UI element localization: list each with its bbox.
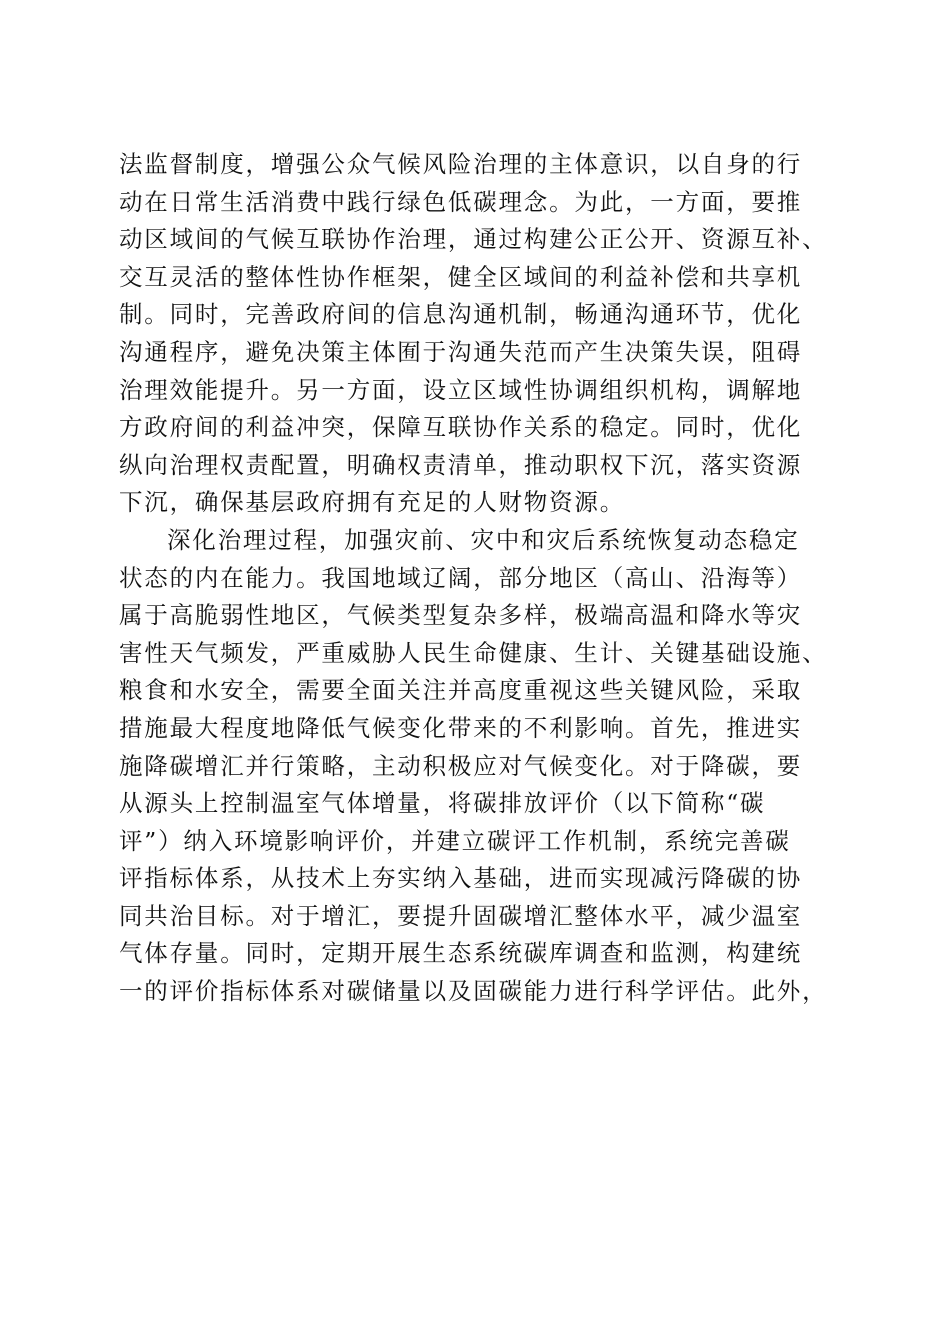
text-line: 纵向治理权责配置，明确权责清单，推动职权下沉，落实资源	[119, 450, 803, 479]
text-line: 从源头上控制温室气体增量，将碳排放评价（以下简称“碳	[119, 789, 766, 818]
text-line: 评”）纳入环境影响评价，并建立碳评工作机制，系统完善碳	[119, 826, 791, 855]
text-line: 评指标体系，从技术上夯实纳入基础，进而实现减污降碳的协	[119, 864, 803, 893]
text-line: 施降碳增汇并行策略，主动积极应对气候变化。对于降碳，要	[119, 751, 803, 780]
text-line: 害性天气频发，严重威胁人民生命健康、生计、关键基础设施、	[119, 638, 828, 667]
text-line: 动在日常生活消费中践行绿色低碳理念。为此，一方面，要推	[119, 187, 803, 216]
text-line: 下沉，确保基层政府拥有充足的人财物资源。	[119, 488, 625, 517]
text-line: 措施最大程度地降低气候变化带来的不利影响。首先，推进实	[119, 713, 803, 742]
text-line: 属于高脆弱性地区，气候类型复杂多样，极端高温和降水等灾	[119, 601, 803, 630]
text-line: 法监督制度，增强公众气候风险治理的主体意识，以自身的行	[119, 150, 803, 178]
text-line: 一的评价指标体系对碳储量以及固碳能力进行科学评估。此外，	[119, 977, 828, 1006]
text-line: 交互灵活的整体性协作框架，健全区域间的利益补偿和共享机	[119, 262, 803, 291]
paragraph-first-line: 深化治理过程，加强灾前、灾中和灾后系统恢复动态稳定	[167, 525, 800, 554]
text-line: 同共治目标。对于增汇，要提升固碳增汇整体水平，减少温室	[119, 901, 803, 930]
text-line: 方政府间的利益冲突，保障互联协作关系的稳定。同时，优化	[119, 413, 803, 442]
text-line: 治理效能提升。另一方面，设立区域性协调组织机构，调解地	[119, 375, 803, 404]
text-line: 动区域间的气候互联协作治理，通过构建公正公开、资源互补、	[119, 225, 828, 254]
body-text	[119, 146, 839, 1011]
text-line: 粮食和水安全，需要全面关注并高度重视这些关键风险，采取	[119, 676, 803, 705]
text-line: 制。同时，完善政府间的信息沟通机制，畅通沟通环节，优化	[119, 300, 803, 329]
text-line: 气体存量。同时，定期开展生态系统碳库调查和监测，构建统	[119, 939, 803, 968]
text-line: 状态的内在能力。我国地域辽阔，部分地区（高山、沿海等）	[119, 563, 803, 592]
text-line: 沟通程序，避免决策主体囿于沟通失范而产生决策失误，阻碍	[119, 337, 803, 366]
